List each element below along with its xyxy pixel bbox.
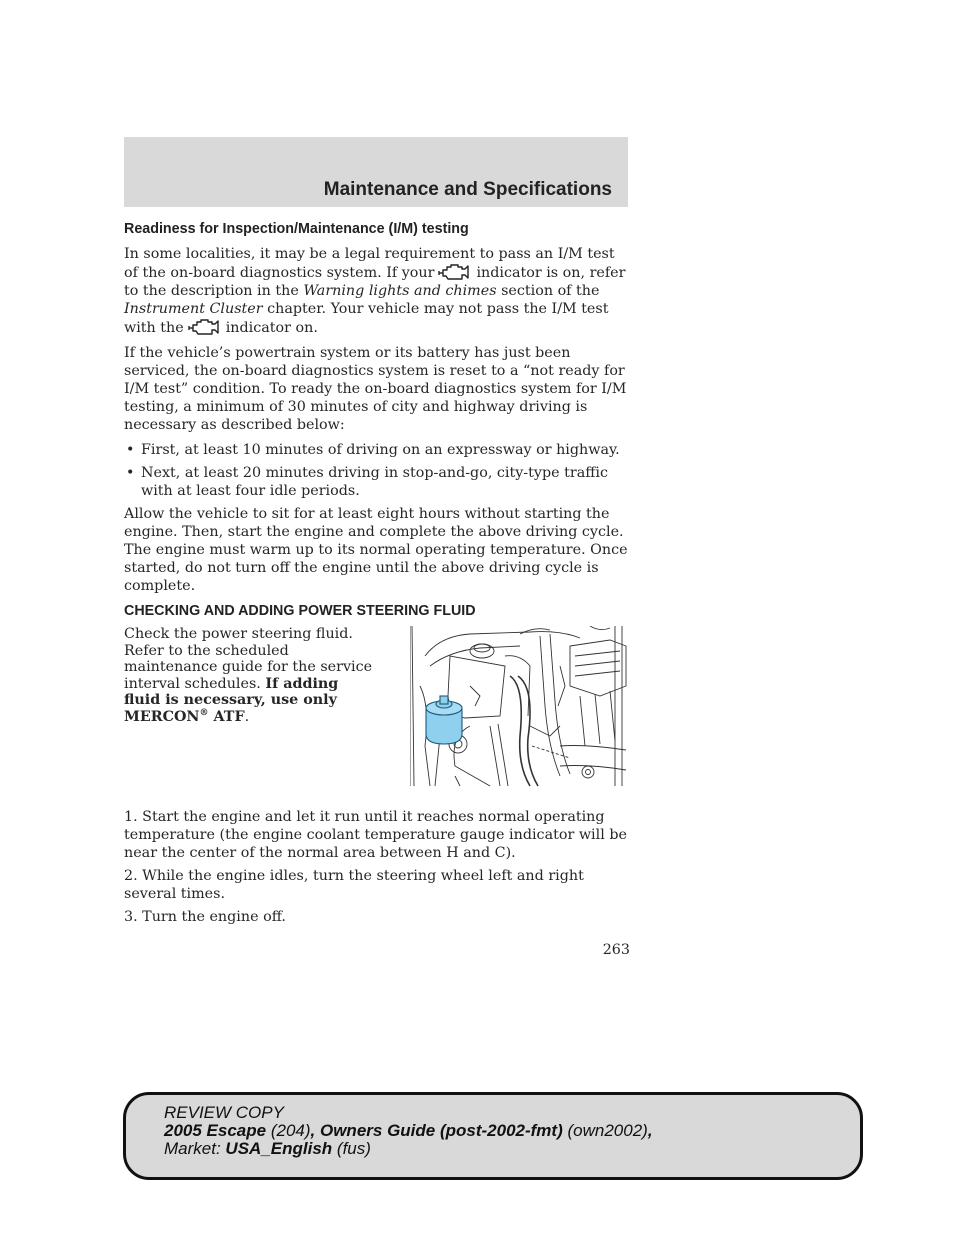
p1-ref-warning-lights: Warning lights and chimes bbox=[303, 283, 497, 299]
check-engine-icon bbox=[438, 263, 472, 281]
engine-compartment-illustration bbox=[410, 626, 630, 788]
power-steering-heading: CHECKING AND ADDING POWER STEERING FLUID bbox=[124, 603, 476, 619]
review-copy-label: REVIEW COPY bbox=[164, 1103, 284, 1122]
readiness-heading: Readiness for Inspection/Maintenance (I/M) testing bbox=[124, 221, 469, 237]
power-steering-reservoir bbox=[426, 696, 462, 744]
readiness-paragraph-3: Allow the vehicle to sit for at least eight hours without starting the engine. Then, start the engine and complete the above driving cycle. The engine must warm up to its normal operating temperature. Once started, do not turn off the engine until the above driving cycle is complete. bbox=[124, 506, 628, 594]
review-copy-text bbox=[164, 1104, 653, 1158]
step-3: 3. Turn the engine off. bbox=[124, 909, 286, 925]
market-info bbox=[164, 1140, 653, 1158]
p1-text-a: In some localities, it may be a legal requirement to pass an I/M test of the on-board diagnostics system. If your bbox=[124, 246, 615, 281]
p1-text-d: section of the bbox=[501, 283, 600, 299]
page-number: 263 bbox=[602, 942, 630, 958]
guide-name: Owners Guide (post-2002-fmt) bbox=[319, 1121, 563, 1140]
review-copy-box bbox=[123, 1092, 863, 1180]
p1-text-b: indicator is on, refer to the description in the bbox=[124, 265, 626, 299]
fluid-warning-text: If adding fluid is necessary, use only MERCON bbox=[124, 675, 339, 725]
market-value: USA_English bbox=[225, 1139, 333, 1158]
driving-cycle-list bbox=[124, 441, 630, 500]
separator: , bbox=[647, 1121, 653, 1140]
list-item: • First, at least 10 minutes of driving on an expressway or highway. bbox=[124, 441, 630, 459]
readiness-paragraph-1 bbox=[124, 245, 630, 337]
document-info bbox=[164, 1122, 653, 1140]
p1-text-f: chapter. Your vehicle may not pass the I/M test with the bbox=[124, 301, 609, 336]
market-code: (fus) bbox=[336, 1139, 371, 1158]
header-band bbox=[124, 137, 628, 207]
period: . bbox=[244, 708, 250, 725]
list-item: • Next, at least 20 minutes driving in stop-and-go, city-type traffic with at least four idle periods. bbox=[124, 464, 630, 500]
model-code: (204) bbox=[270, 1121, 311, 1140]
check-engine-icon bbox=[188, 318, 222, 336]
guide-code: (own2002) bbox=[567, 1121, 648, 1140]
separator: , bbox=[310, 1121, 316, 1140]
fluid-type: ATF bbox=[213, 708, 245, 725]
page-content bbox=[124, 220, 630, 959]
market-label: Market: bbox=[164, 1139, 221, 1158]
section-title: Maintenance and Specifications bbox=[323, 179, 612, 200]
step-1: 1. Start the engine and let it run until it reaches normal operating temperature (the engine coolant temperature gauge indicator will be near the center of the normal area between H and C). bbox=[124, 809, 627, 861]
registered-mark: ® bbox=[199, 708, 209, 719]
procedure-steps bbox=[124, 808, 630, 926]
step-2: 2. While the engine idles, turn the steering wheel left and right several times. bbox=[124, 868, 584, 902]
readiness-paragraph-2: If the vehicle’s powertrain system or its battery has just been serviced, the on-board diagnostics system is reset to a “not ready for I/M test” condition. To ready the on-board diagnostics system for I/M testing, a minimum of 30 minutes of city and highway driving is necessary as described below: bbox=[124, 345, 627, 433]
intro-text: Check the power steering fluid. Refer to the scheduled maintenance guide for the service interval schedules. bbox=[124, 626, 373, 692]
p1-ref-instrument-cluster: Instrument Cluster bbox=[124, 301, 263, 317]
power-steering-intro bbox=[124, 626, 376, 788]
power-steering-block bbox=[124, 626, 630, 788]
p1-text-g: indicator on. bbox=[225, 320, 318, 336]
model-name: 2005 Escape bbox=[164, 1121, 267, 1140]
